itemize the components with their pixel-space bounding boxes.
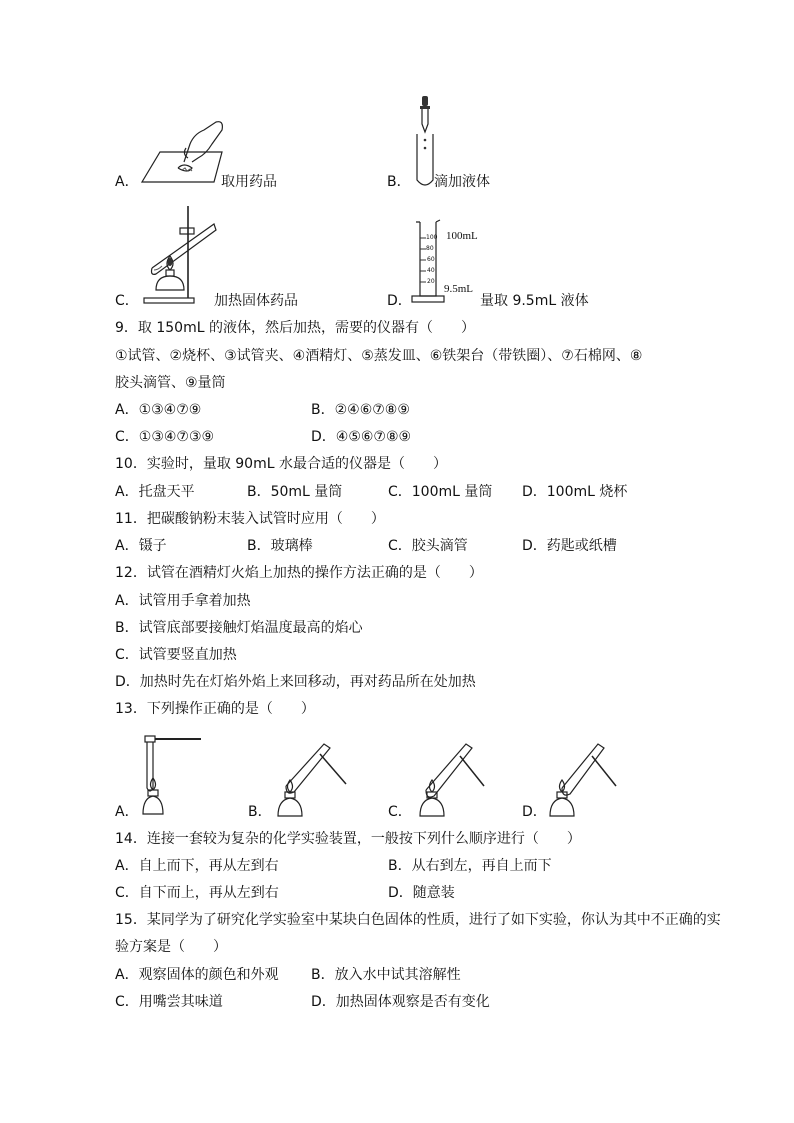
- option-c[interactable]: C．①③④⑦③⑨: [115, 429, 215, 445]
- option-b[interactable]: B．50mL 量筒: [247, 484, 343, 500]
- option-b[interactable]: B．试管底部要接触灯焰温度最高的焰心: [115, 620, 363, 636]
- option-c[interactable]: C．自下而上，再从左到右: [115, 885, 279, 901]
- cylinder-tick-label: 100: [426, 234, 438, 241]
- option-letter[interactable]: D．: [522, 804, 547, 820]
- option-letter: A．: [115, 174, 139, 190]
- option-b[interactable]: B．②④⑥⑦⑧⑨: [311, 402, 410, 418]
- option-caption: 量取 9.5mL 液体: [480, 293, 589, 309]
- option-a[interactable]: A．试管用手拿着加热: [115, 593, 251, 609]
- option-a[interactable]: A．观察固体的颜色和外观: [115, 967, 279, 983]
- question-list: ①试管、②烧杯、③试管夹、④酒精灯、⑤蒸发皿、⑥铁架台（带铁圈）、⑦石棉网、⑧: [115, 348, 643, 364]
- option-b[interactable]: B．玻璃棒: [247, 538, 313, 554]
- cylinder-tick-label: 40: [427, 267, 435, 274]
- cylinder-capacity-label: 100mL: [446, 230, 478, 242]
- question-stem: 9．取 150mL 的液体，然后加热，需要的仪器有（ ）: [115, 320, 475, 336]
- option-d[interactable]: D．药匙或纸槽: [522, 538, 617, 554]
- option-caption: 加热固体药品: [214, 293, 298, 309]
- heating-apparatus-c: [412, 740, 492, 822]
- option-d[interactable]: D．100mL 烧杯: [522, 484, 628, 500]
- option-a[interactable]: A．①③④⑦⑨: [115, 402, 202, 418]
- question-stem: 10．实验时，量取 90mL 水最合适的仪器是（ ）: [115, 456, 447, 472]
- option-caption: 滴加液体: [434, 174, 490, 190]
- cylinder-reading-label: 9.5mL: [444, 283, 474, 295]
- option-caption: 取用药品: [221, 174, 277, 190]
- question-stem: 11．把碳酸钠粉末装入试管时应用（ ）: [115, 511, 385, 527]
- heating-apparatus-a: [135, 728, 205, 820]
- option-b[interactable]: B．放入水中试其溶解性: [311, 967, 461, 983]
- question-list: 胶头滴管、⑨量筒: [115, 375, 226, 391]
- option-a[interactable]: A．镊子: [115, 538, 167, 554]
- option-letter[interactable]: B．: [248, 804, 272, 820]
- option-c[interactable]: C．用嘴尝其味道: [115, 994, 223, 1010]
- question-stem: 14．连接一套较为复杂的化学实验装置，一般按下列什么顺序进行（ ）: [115, 831, 581, 847]
- cylinder-tick-label: 20: [427, 278, 435, 285]
- heating-apparatus-b: [272, 740, 352, 822]
- cylinder-tick-label: 80: [426, 245, 434, 252]
- option-letter: D．: [387, 293, 412, 309]
- question-stem: 13．下列操作正确的是（ ）: [115, 701, 315, 717]
- option-a[interactable]: A．自上而下，再从左到右: [115, 858, 279, 874]
- option-c[interactable]: C．胶头滴管: [388, 538, 468, 554]
- option-b[interactable]: B．从右到左，再自上而下: [388, 858, 552, 874]
- question-stem: 12．试管在酒精灯火焰上加热的操作方法正确的是（ ）: [115, 565, 483, 581]
- option-letter: B．: [387, 174, 411, 190]
- option-letter[interactable]: C．: [388, 804, 412, 820]
- question-stem: 验方案是（ ）: [115, 939, 227, 955]
- option-d[interactable]: D．加热固体观察是否有变化: [311, 994, 490, 1010]
- take-medicine-illustration: [138, 112, 228, 184]
- option-letter[interactable]: A．: [115, 804, 139, 820]
- cylinder-tick-label: 60: [427, 256, 435, 263]
- heating-apparatus-d: [546, 740, 626, 822]
- option-a[interactable]: A．托盘天平: [115, 484, 195, 500]
- option-d[interactable]: D．加热时先在灯焰外焰上来回移动，再对药品所在处加热: [115, 674, 476, 690]
- option-letter: C．: [115, 293, 139, 309]
- heat-solid-illustration: [140, 200, 218, 306]
- option-d[interactable]: D．④⑤⑥⑦⑧⑨: [311, 429, 412, 445]
- option-c[interactable]: C．100mL 量筒: [388, 484, 493, 500]
- option-d[interactable]: D．随意装: [388, 885, 455, 901]
- question-stem: 15．某同学为了研究化学实验室中某块白色固体的性质，进行了如下实验，你认为其中不正确的实: [115, 912, 721, 928]
- option-c[interactable]: C．试管要竖直加热: [115, 647, 237, 663]
